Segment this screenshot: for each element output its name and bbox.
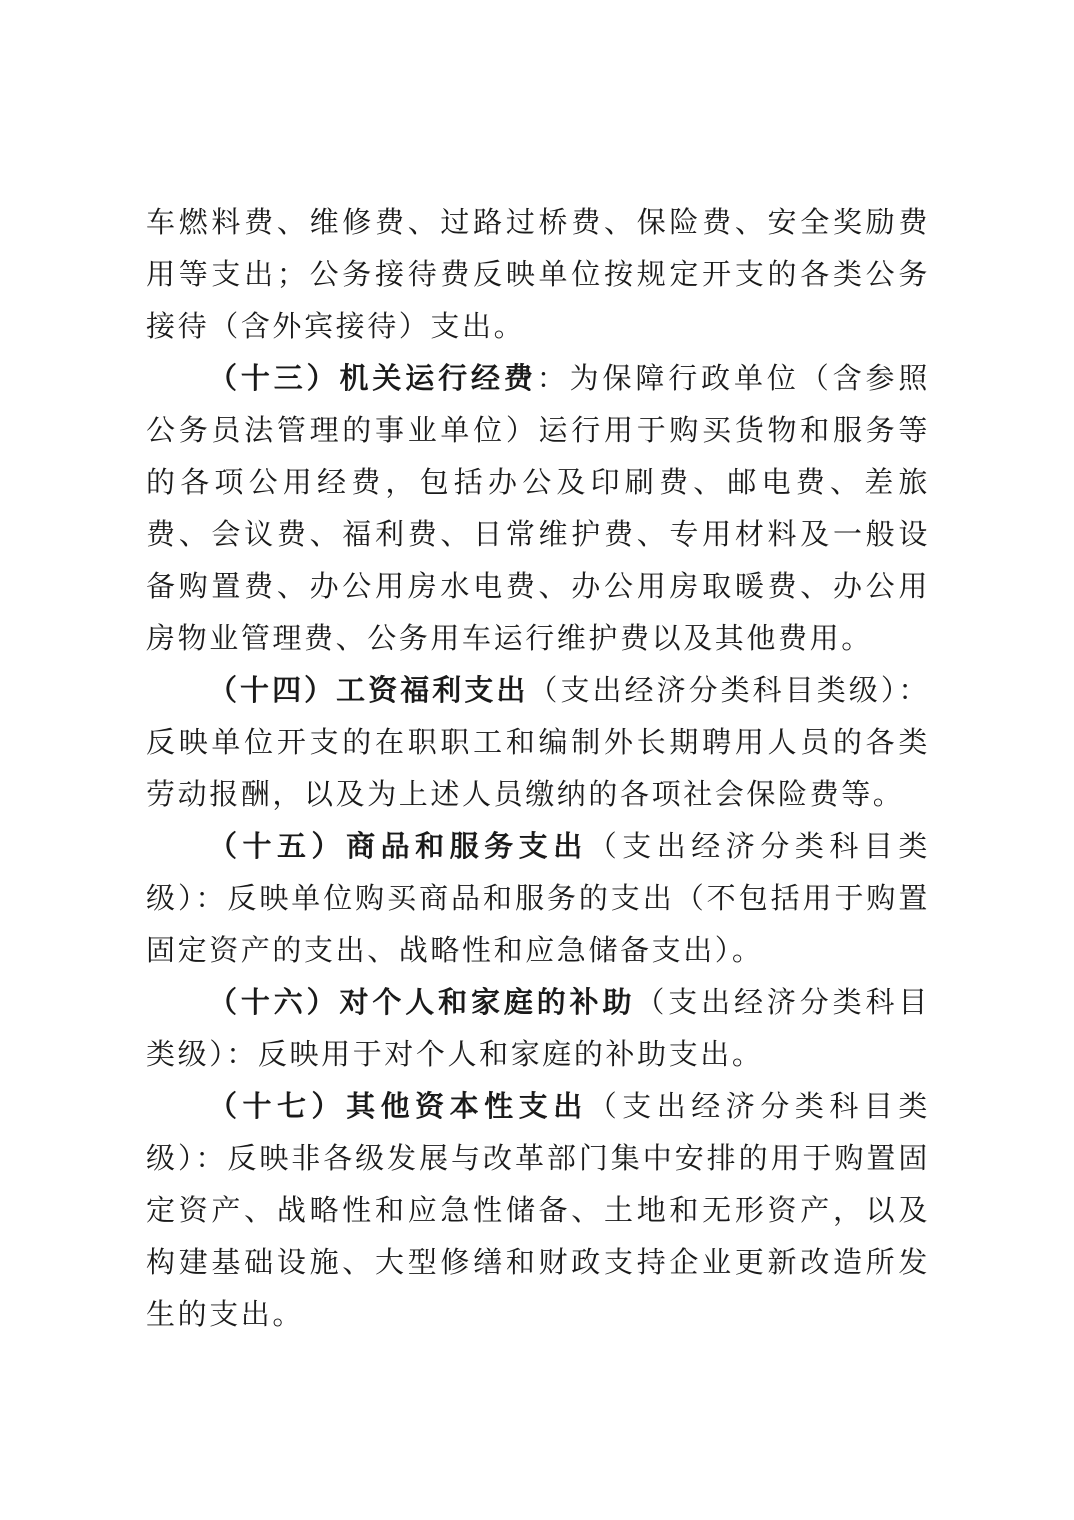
paragraph-text: （支出经济分类科目类级）：反映非各级发展与改革部门集中安排的用于购置固定资产、战略性和应急性储备、土地和无形资产，以及构建基础设施、大型修缮和财政支持企业更新改造所发生的支出。 (146, 1089, 930, 1331)
paragraph-text: （支出经济分类科目类级）：反映单位开支的在职职工和编制外长期聘用人员的各类劳动报酬，以及为上述人员缴纳的各项社会保险费等。 (146, 673, 930, 811)
paragraph-section-17 (146, 1080, 930, 1340)
paragraph-section-16 (146, 976, 930, 1080)
paragraph-text: （支出经济分类科目类级）：反映用于对个人和家庭的补助支出。 (146, 985, 930, 1071)
paragraph-section-14 (146, 664, 930, 820)
section-heading: （十三）机关运行经费 (208, 361, 537, 395)
paragraph-text: （支出经济分类科目类级）：反映单位购买商品和服务的支出（不包括用于购置固定资产的支出、战略性和应急储备支出）。 (146, 829, 930, 967)
paragraph-continuation (146, 196, 930, 352)
section-heading: （十四）工资福利支出 (208, 673, 529, 707)
paragraph-text: 车燃料费、维修费、过路过桥费、保险费、安全奖励费用等支出；公务接待费反映单位按规定开支的各类公务接待（含外宾接待）支出。 (146, 205, 930, 343)
section-heading: （十五）商品和服务支出 (208, 829, 588, 863)
section-heading: （十七）其他资本性支出 (208, 1089, 588, 1123)
section-heading: （十六）对个人和家庭的补助 (208, 985, 636, 1019)
paragraph-text: ：为保障行政单位（含参照公务员法管理的事业单位）运行用于购买货物和服务等的各项公用经费，包括办公及印刷费、邮电费、差旅费、会议费、福利费、日常维护费、专用材料及一般设备购置费、办公用房水电费、办公用房取暖费、办公用房物业管理费、公务用车运行维护费以及其他费用。 (146, 361, 930, 655)
document-body (146, 196, 930, 1340)
paragraph-section-13 (146, 352, 930, 664)
paragraph-section-15 (146, 820, 930, 976)
